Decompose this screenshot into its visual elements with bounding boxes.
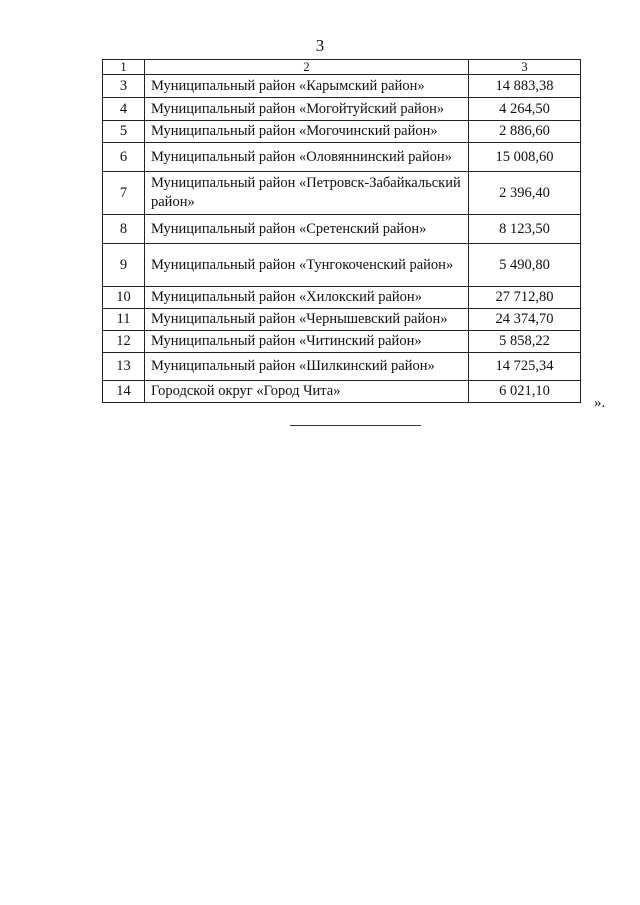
district-name: Муниципальный район «Хилокский район» bbox=[145, 287, 469, 309]
page-number: 3 bbox=[315, 36, 325, 55]
district-name: Муниципальный район «Карымский район» bbox=[145, 75, 469, 98]
row-number: 6 bbox=[103, 143, 145, 172]
table-row bbox=[103, 331, 581, 353]
district-name: Муниципальный район «Оловяннинский район» bbox=[145, 143, 469, 172]
column-number-1: 1 bbox=[103, 60, 145, 75]
amount-value: 5 858,22 bbox=[469, 331, 581, 353]
row-number: 11 bbox=[103, 309, 145, 331]
row-number: 10 bbox=[103, 287, 145, 309]
table-row bbox=[103, 98, 581, 121]
column-number-2: 2 bbox=[145, 60, 469, 75]
end-divider-line bbox=[290, 425, 421, 426]
district-name: Муниципальный район «Петровск-Забайкальский район» bbox=[145, 172, 469, 215]
amount-value: 27 712,80 bbox=[469, 287, 581, 309]
row-number: 8 bbox=[103, 215, 145, 244]
closing-quote-mark: ». bbox=[594, 395, 606, 411]
district-name: Муниципальный район «Читинский район» bbox=[145, 331, 469, 353]
table-header-row bbox=[103, 60, 581, 75]
row-number: 7 bbox=[103, 172, 145, 215]
district-name: Муниципальный район «Могочинский район» bbox=[145, 121, 469, 143]
amount-value: 4 264,50 bbox=[469, 98, 581, 121]
amount-value: 15 008,60 bbox=[469, 143, 581, 172]
table-row bbox=[103, 75, 581, 98]
table-row bbox=[103, 244, 581, 287]
district-name: Муниципальный район «Сретенский район» bbox=[145, 215, 469, 244]
district-name: Муниципальный район «Могойтуйский район» bbox=[145, 98, 469, 121]
amount-value: 2 886,60 bbox=[469, 121, 581, 143]
amount-value: 2 396,40 bbox=[469, 172, 581, 215]
table-row bbox=[103, 287, 581, 309]
table-row bbox=[103, 381, 581, 403]
row-number: 3 bbox=[103, 75, 145, 98]
district-name: Муниципальный район «Шилкинский район» bbox=[145, 353, 469, 381]
table-row bbox=[103, 309, 581, 331]
amount-value: 24 374,70 bbox=[469, 309, 581, 331]
column-number-3: 3 bbox=[469, 60, 581, 75]
row-number: 14 bbox=[103, 381, 145, 403]
amount-value: 6 021,10 bbox=[469, 381, 581, 403]
district-name: Городской округ «Город Чита» bbox=[145, 381, 469, 403]
row-number: 13 bbox=[103, 353, 145, 381]
amount-value: 14 883,38 bbox=[469, 75, 581, 98]
table-row bbox=[103, 143, 581, 172]
district-name: Муниципальный район «Чернышевский район» bbox=[145, 309, 469, 331]
table-row bbox=[103, 121, 581, 143]
row-number: 12 bbox=[103, 331, 145, 353]
district-name: Муниципальный район «Тунгокоченский район» bbox=[145, 244, 469, 287]
row-number: 9 bbox=[103, 244, 145, 287]
table-row bbox=[103, 353, 581, 381]
district-allocation-table bbox=[102, 59, 581, 403]
table-row bbox=[103, 215, 581, 244]
amount-value: 5 490,80 bbox=[469, 244, 581, 287]
amount-value: 8 123,50 bbox=[469, 215, 581, 244]
table-row bbox=[103, 172, 581, 215]
row-number: 5 bbox=[103, 121, 145, 143]
amount-value: 14 725,34 bbox=[469, 353, 581, 381]
row-number: 4 bbox=[103, 98, 145, 121]
